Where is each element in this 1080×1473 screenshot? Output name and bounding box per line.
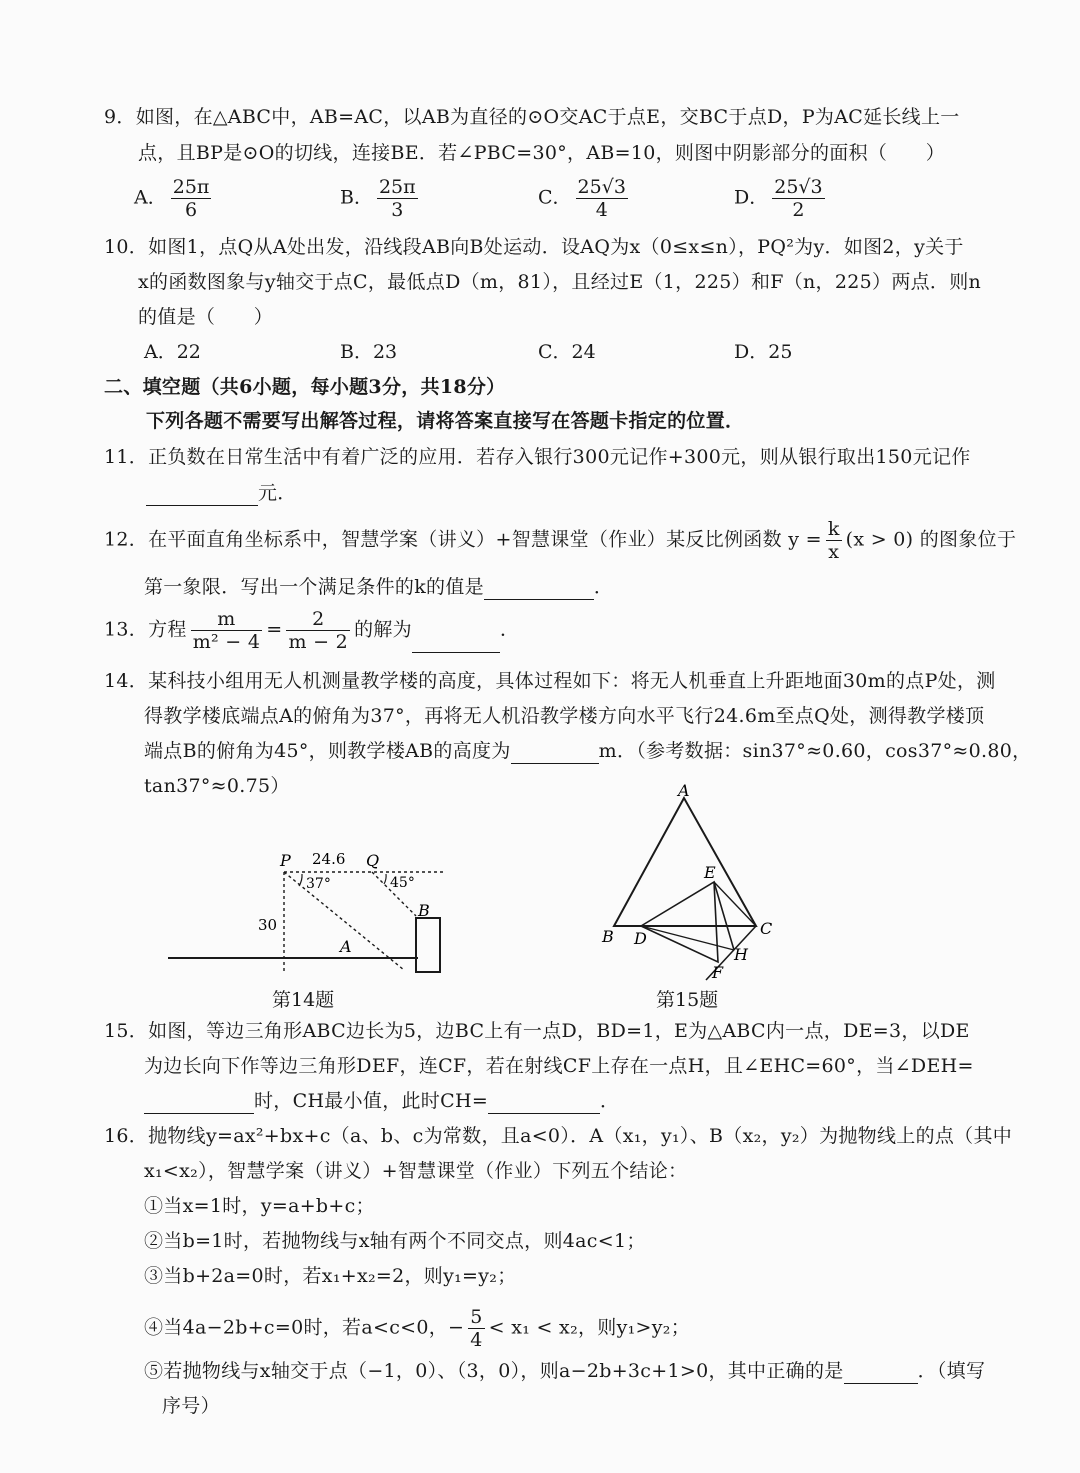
q9-option-a	[134, 176, 215, 221]
q12-text-b: (x > 0) 的图象位于	[845, 528, 1017, 551]
q9-option-b-frac	[377, 176, 418, 221]
q10-line3: 的值是（ ）	[138, 306, 274, 328]
q12-text-a: 12．在平面直角坐标系中，智慧学案（讲义）+智慧课堂（作业）某反比例函数 y =	[104, 528, 822, 551]
q10-line1: 10．如图1，点Q从A处出发，沿线段AB向B处运动．设AQ为x（0≤x≤n），PQ²为y．如图2，y关于	[104, 236, 964, 258]
q9-option-b-label: B．	[340, 186, 373, 209]
q16-c5-text-b: ．（填写	[917, 1360, 986, 1382]
q13-frac1-den: m² − 4	[192, 631, 261, 653]
fig15-triangle-def	[641, 882, 718, 962]
q9-option-a-num: 25π	[172, 176, 210, 198]
fig15-segment-dh	[641, 926, 734, 950]
figure-14	[160, 840, 460, 980]
q13-frac2-den: m − 2	[288, 631, 349, 653]
fig14-caption: 第14题	[272, 989, 335, 1011]
fig14-label-dist: 24.6	[312, 850, 346, 868]
q9-option-d-frac	[772, 176, 824, 221]
q9-line1: 9．如图，在△ABC中，AB=AC，以AB为直径的⊙O交AC于点E，交BC于点D，P为AC延长线上一	[104, 106, 960, 128]
fig15-caption: 第15题	[656, 989, 719, 1011]
fig14-label-q: Q	[366, 851, 380, 870]
fig14-label-a: A	[340, 937, 352, 956]
q15-line3	[144, 1088, 619, 1114]
q14-answer-blank[interactable]	[511, 743, 599, 764]
section-title: 二、填空题（共6小题，每小题3分，共18分）	[104, 376, 506, 398]
q12-line1	[104, 518, 1016, 563]
q16-c4-frac	[468, 1306, 484, 1351]
fig14-angle-arc-45	[384, 874, 386, 884]
q13-end: ．	[499, 618, 520, 641]
q14-line2: 得教学楼底端点A的俯角为37°，再将无人机沿教学楼方向水平飞行24.6m至点Q处，测得教学楼顶	[144, 705, 985, 727]
q14-line3	[144, 738, 1031, 764]
q13-eq: =	[266, 618, 283, 641]
q15-end: ．	[600, 1090, 620, 1112]
q12-frac-den: x	[828, 541, 840, 563]
q11-line1: 11．正负数在日常生活中有着广泛的应用．若存入银行300元记作+300元，则从银行取出150元记作	[104, 446, 971, 468]
q16-c4-text-a: ④当4a−2b+c=0时，若a<c<0，−	[144, 1316, 465, 1339]
q15-answer-blank-2[interactable]	[488, 1093, 600, 1114]
q11-suffix: 元．	[258, 482, 297, 504]
q14-line4: tan37°≈0.75）	[144, 775, 290, 797]
fig15-label-e: E	[704, 863, 716, 882]
q9-option-c-label: C．	[538, 186, 572, 209]
q15-answer-blank-1[interactable]	[144, 1093, 254, 1114]
q16-conclusion-5	[144, 1358, 985, 1384]
q9-option-c	[538, 176, 632, 221]
q13-suffix: 的解为	[354, 618, 412, 641]
q13-frac1-num: m	[191, 608, 263, 631]
fig14-building	[416, 918, 440, 972]
fig15-triangle-abc	[614, 798, 756, 926]
q9-option-a-frac	[171, 176, 212, 221]
q12-text-c: 第一象限．写出一个满足条件的k的值是	[144, 576, 484, 598]
q10-option-a: A．22	[144, 341, 201, 363]
q12-end: ．	[593, 576, 614, 598]
q16-conclusion-4	[144, 1306, 690, 1351]
q15-text-a: 时，CH最小值，此时CH=	[254, 1090, 489, 1112]
q16-conclusion-3: ③当b+2a=0时，若x₁+x₂=2，则y₁=y₂；	[144, 1265, 517, 1287]
fig15-label-h: H	[734, 945, 748, 964]
q14-text-b: m．（参考数据：sin37°≈0.60，cos37°≈0.80，	[598, 740, 1032, 762]
q9-option-d-den: 2	[792, 199, 805, 221]
q9-option-b-num: 25π	[378, 176, 416, 198]
q10-option-c: C．24	[538, 341, 596, 363]
q14-text-a: 端点B的俯角为45°，则教学楼AB的高度为	[144, 740, 511, 762]
q13-frac2-num: 2	[286, 608, 350, 631]
q11-line2	[146, 480, 297, 506]
q12-answer-blank[interactable]	[484, 579, 594, 600]
q9-option-d	[734, 176, 829, 221]
fig14-label-angle1: 37°	[306, 876, 331, 892]
q12-frac	[826, 518, 842, 563]
q13-answer-blank[interactable]	[412, 632, 500, 653]
fig14-label-angle2: 45°	[390, 875, 415, 891]
q9-option-b-den: 3	[391, 199, 404, 221]
fig14-label-b: B	[418, 901, 430, 920]
q16-answer-blank[interactable]	[844, 1363, 918, 1384]
q9-option-a-label: A．	[134, 186, 167, 209]
q12-line2	[144, 574, 613, 600]
q16-conclusion-5-line2: 序号）	[162, 1395, 220, 1417]
q13-frac1	[191, 608, 263, 653]
q12-frac-num: k	[827, 518, 840, 540]
q13-prefix: 13．方程	[104, 618, 187, 641]
q10-line2: x的函数图象与y轴交于点C，最低点D（m，81），且经过E（1，225）和F（n，225）两点．则n	[138, 271, 982, 293]
figure-15	[596, 784, 786, 984]
q14-line1: 14．某科技小组用无人机测量教学楼的高度，具体过程如下：将无人机垂直上升距地面30m的点P处，测	[104, 670, 996, 692]
q9-option-d-num: 25√3	[774, 176, 823, 198]
fig15-label-b: B	[602, 927, 614, 946]
q9-option-d-label: D．	[734, 186, 769, 209]
q16-c4-den: 4	[470, 1329, 483, 1351]
q16-c4-num: 5	[470, 1306, 483, 1328]
q16-conclusion-1: ①当x=1时，y=a+b+c；	[144, 1195, 375, 1217]
q15-line2: 为边长向下作等边三角形DEF，连CF，若在射线CF上存在一点H，且∠EHC=60°，当∠DEH=	[144, 1055, 974, 1077]
q13-frac2	[286, 608, 350, 653]
q11-answer-blank[interactable]	[146, 485, 258, 506]
fig15-label-c: C	[760, 919, 773, 938]
fig14-label-p: P	[280, 851, 291, 870]
q16-c5-text-a: ⑤若抛物线与x轴交于点（−1，0）、（3，0），则a−2b+3c+1>0，其中正确的是	[144, 1360, 844, 1382]
q16-line1: 16．抛物线y=ax²+bx+c（a、b、c为常数，且a<0）．A（x₁，y₁）、B（x₂，y₂）为抛物线上的点（其中	[104, 1125, 1013, 1147]
q16-c4-text-b: < x₁ < x₂，则y₁>y₂；	[488, 1316, 691, 1339]
q16-line2: x₁<x₂），智慧学案（讲义）+智慧课堂（作业）下列五个结论：	[144, 1160, 688, 1182]
q13-line	[104, 608, 519, 653]
fig15-label-f: F	[712, 963, 724, 982]
fig14-angle-arc-37	[299, 874, 302, 886]
q9-option-c-den: 4	[595, 199, 608, 221]
q10-option-d: D．25	[734, 341, 793, 363]
fig15-label-d: D	[634, 929, 647, 948]
q10-option-b: B．23	[340, 341, 398, 363]
q15-line1: 15．如图，等边三角形ABC边长为5，边BC上有一点D，BD=1，E为△ABC内一点，DE=3，以DE	[104, 1020, 970, 1042]
fig15-label-a: A	[678, 784, 690, 800]
fig14-label-height: 30	[258, 916, 278, 934]
q9-line2: 点，且BP是⊙O的切线，连接BE．若∠PBC=30°，AB=10，则图中阴影部分的面积（ ）	[138, 142, 946, 164]
q9-option-b	[340, 176, 422, 221]
q9-option-c-num: 25√3	[577, 176, 626, 198]
q9-option-c-frac	[576, 176, 628, 221]
q9-option-a-den: 6	[185, 199, 198, 221]
q16-conclusion-2: ②当b=1时，若抛物线与x轴有两个不同交点，则4ac<1；	[144, 1230, 646, 1252]
section-subtitle: 下列各题不需要写出解答过程，请将答案直接写在答题卡指定的位置．	[146, 410, 745, 432]
